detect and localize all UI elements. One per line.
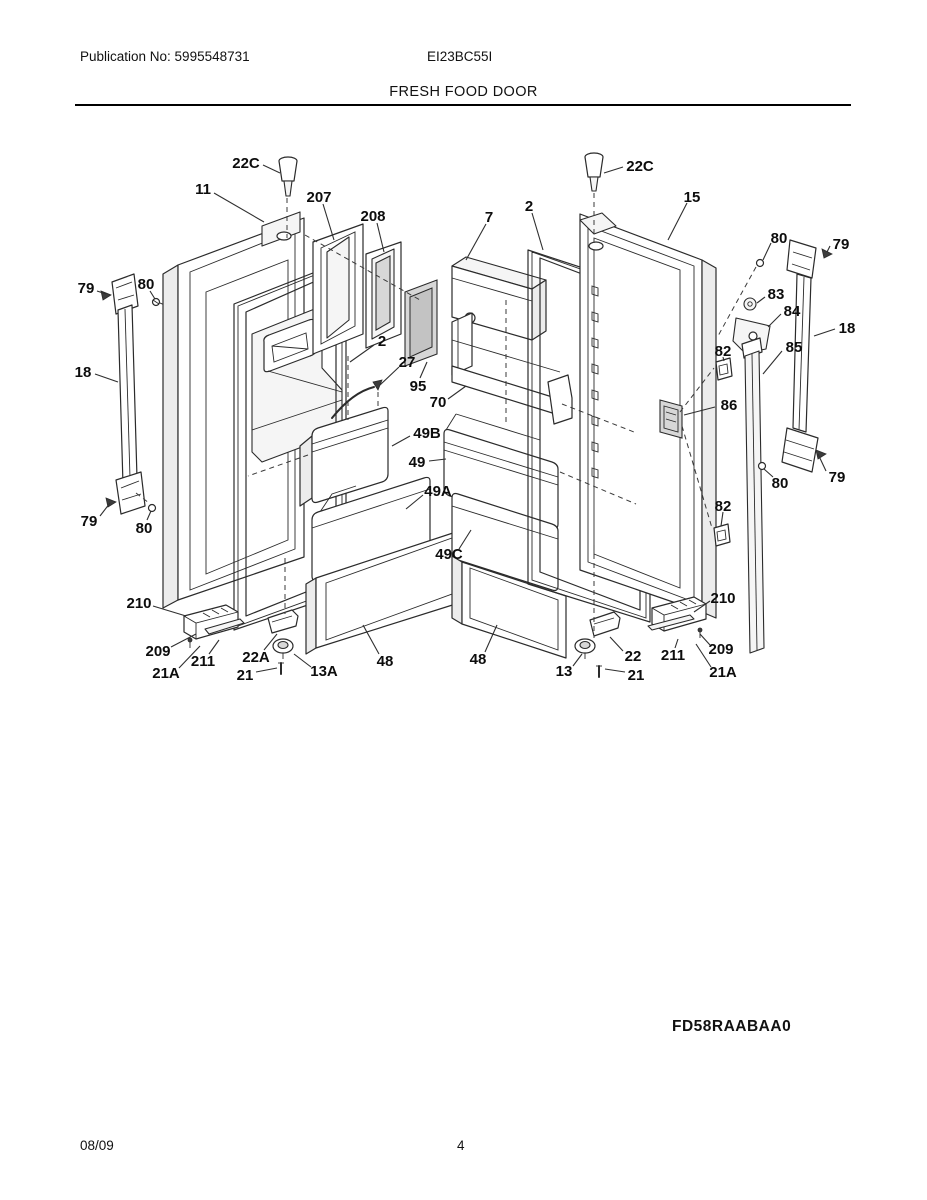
callout-label-80: 80	[770, 230, 788, 247]
callout-label-84: 84	[783, 303, 801, 320]
leader-line-79	[100, 503, 110, 516]
door-closer-210-right	[648, 597, 706, 638]
callout-label-210: 210	[126, 595, 152, 612]
leader-line-18	[814, 329, 835, 336]
grommet-13	[575, 639, 595, 659]
callout-label-211: 211	[190, 653, 216, 670]
callout-label-79: 79	[77, 280, 95, 297]
callout-label-13A: 13A	[310, 663, 338, 680]
callout-label-22: 22	[624, 648, 642, 665]
callout-label-27: 27	[398, 354, 416, 371]
leader-line-21	[256, 668, 277, 672]
callout-label-18: 18	[74, 364, 92, 381]
left-door-handle	[112, 274, 145, 514]
screw-209-right	[698, 628, 702, 632]
stop-22	[590, 612, 620, 636]
callout-label-82: 82	[714, 343, 732, 360]
callout-label-48: 48	[469, 651, 487, 668]
callout-label-21A: 21A	[152, 665, 180, 682]
right-door-handle	[782, 240, 818, 472]
callout-label-21: 21	[627, 667, 645, 684]
clip-82-upper	[716, 358, 732, 380]
callout-label-208: 208	[360, 208, 386, 225]
leader-line-15	[668, 203, 687, 240]
callout-label-13: 13	[555, 663, 573, 680]
callout-label-86: 86	[720, 397, 738, 414]
leader-line-49B	[392, 436, 410, 446]
callout-label-49A: 49A	[424, 483, 452, 500]
leader-line-70	[448, 386, 466, 399]
callout-label-80: 80	[771, 475, 789, 492]
clip-82-lower	[714, 524, 730, 546]
right-door-panel	[580, 213, 716, 618]
door-closer-210-left	[184, 605, 244, 648]
leader-line-79	[827, 246, 830, 252]
leader-line-208	[377, 223, 384, 252]
page-title: FRESH FOOD DOOR	[389, 84, 538, 100]
callout-label-2: 2	[524, 198, 534, 215]
leader-line-22C	[263, 165, 280, 173]
leader-line-22	[610, 637, 623, 651]
callout-label-95: 95	[409, 378, 427, 395]
footer-page-number: 4	[457, 1138, 465, 1153]
leader-line-13	[573, 654, 582, 666]
leader-line-18	[95, 374, 118, 382]
callout-label-49: 49	[408, 454, 426, 471]
leader-line-80	[147, 511, 151, 520]
leader-line-22C	[604, 167, 623, 173]
callout-label-85: 85	[785, 339, 803, 356]
leader-line-84	[768, 314, 781, 327]
callout-label-80: 80	[137, 276, 155, 293]
callout-label-79: 79	[80, 513, 98, 530]
door-module-86	[660, 400, 682, 438]
callout-label-15: 15	[683, 189, 701, 206]
leader-line-207	[323, 204, 334, 240]
callout-label-209: 209	[708, 641, 734, 658]
dispenser-frame-207	[313, 224, 363, 354]
diagram-code: FD58RAABAA0	[672, 1018, 792, 1035]
leader-line-2	[532, 213, 543, 250]
screw-21-left	[278, 663, 284, 674]
plug-22C-right	[585, 153, 603, 191]
callout-label-18: 18	[838, 320, 856, 337]
hinge-cap-83	[744, 298, 756, 310]
screw-209-left	[188, 638, 192, 642]
callout-label-7: 7	[484, 209, 494, 226]
callout-label-82: 82	[714, 498, 732, 515]
callout-label-22A: 22A	[242, 649, 270, 666]
callout-label-79: 79	[832, 236, 850, 253]
callout-label-211: 211	[660, 647, 686, 664]
callout-label-80: 80	[135, 520, 153, 537]
leader-line-27	[380, 367, 399, 385]
screw-80-bottom-right	[759, 463, 766, 470]
callout-label-21: 21	[236, 667, 254, 684]
leader-line-13A	[294, 654, 311, 667]
leader-line-7	[466, 224, 486, 260]
callout-label-48: 48	[376, 653, 394, 670]
callout-label-207: 207	[306, 189, 332, 206]
screw-79-top-right	[822, 249, 832, 258]
leader-line-85	[763, 351, 782, 374]
plug-22C-left	[279, 157, 297, 196]
callout-label-11: 11	[195, 181, 211, 198]
callout-label-49B: 49B	[413, 425, 441, 442]
callout-label-22C: 22C	[626, 158, 654, 175]
model-number: EI23BC55I	[427, 49, 493, 64]
callout-label-83: 83	[767, 286, 785, 303]
plug-socket-right	[589, 242, 603, 250]
trim-strip-85	[742, 338, 764, 653]
callout-label-209: 209	[145, 643, 171, 660]
plug-socket	[277, 232, 291, 240]
screw-21-right	[596, 666, 602, 677]
callout-label-79: 79	[828, 469, 846, 486]
screw-80-top-right	[757, 260, 764, 267]
footer-date: 08/09	[80, 1138, 114, 1153]
leader-line-83	[757, 297, 765, 303]
screw-79-bottom-right	[816, 450, 826, 459]
callout-label-22C: 22C	[232, 155, 260, 172]
screw-80-bottom-left	[149, 505, 156, 512]
callout-label-49C: 49C	[435, 546, 463, 563]
leader-line-210	[153, 606, 186, 616]
publication-number: Publication No: 5995548731	[80, 49, 250, 64]
callout-label-210: 210	[710, 590, 736, 607]
leader-line-211	[209, 640, 219, 654]
callout-label-70: 70	[429, 394, 447, 411]
leader-line-95	[420, 362, 427, 378]
leader-line-21	[605, 669, 625, 672]
leader-line-11	[214, 193, 264, 222]
callout-label-21A: 21A	[709, 664, 737, 681]
grommet-13A	[273, 639, 293, 659]
leader-line-2	[350, 345, 374, 362]
callout-label-2: 2	[377, 333, 387, 350]
